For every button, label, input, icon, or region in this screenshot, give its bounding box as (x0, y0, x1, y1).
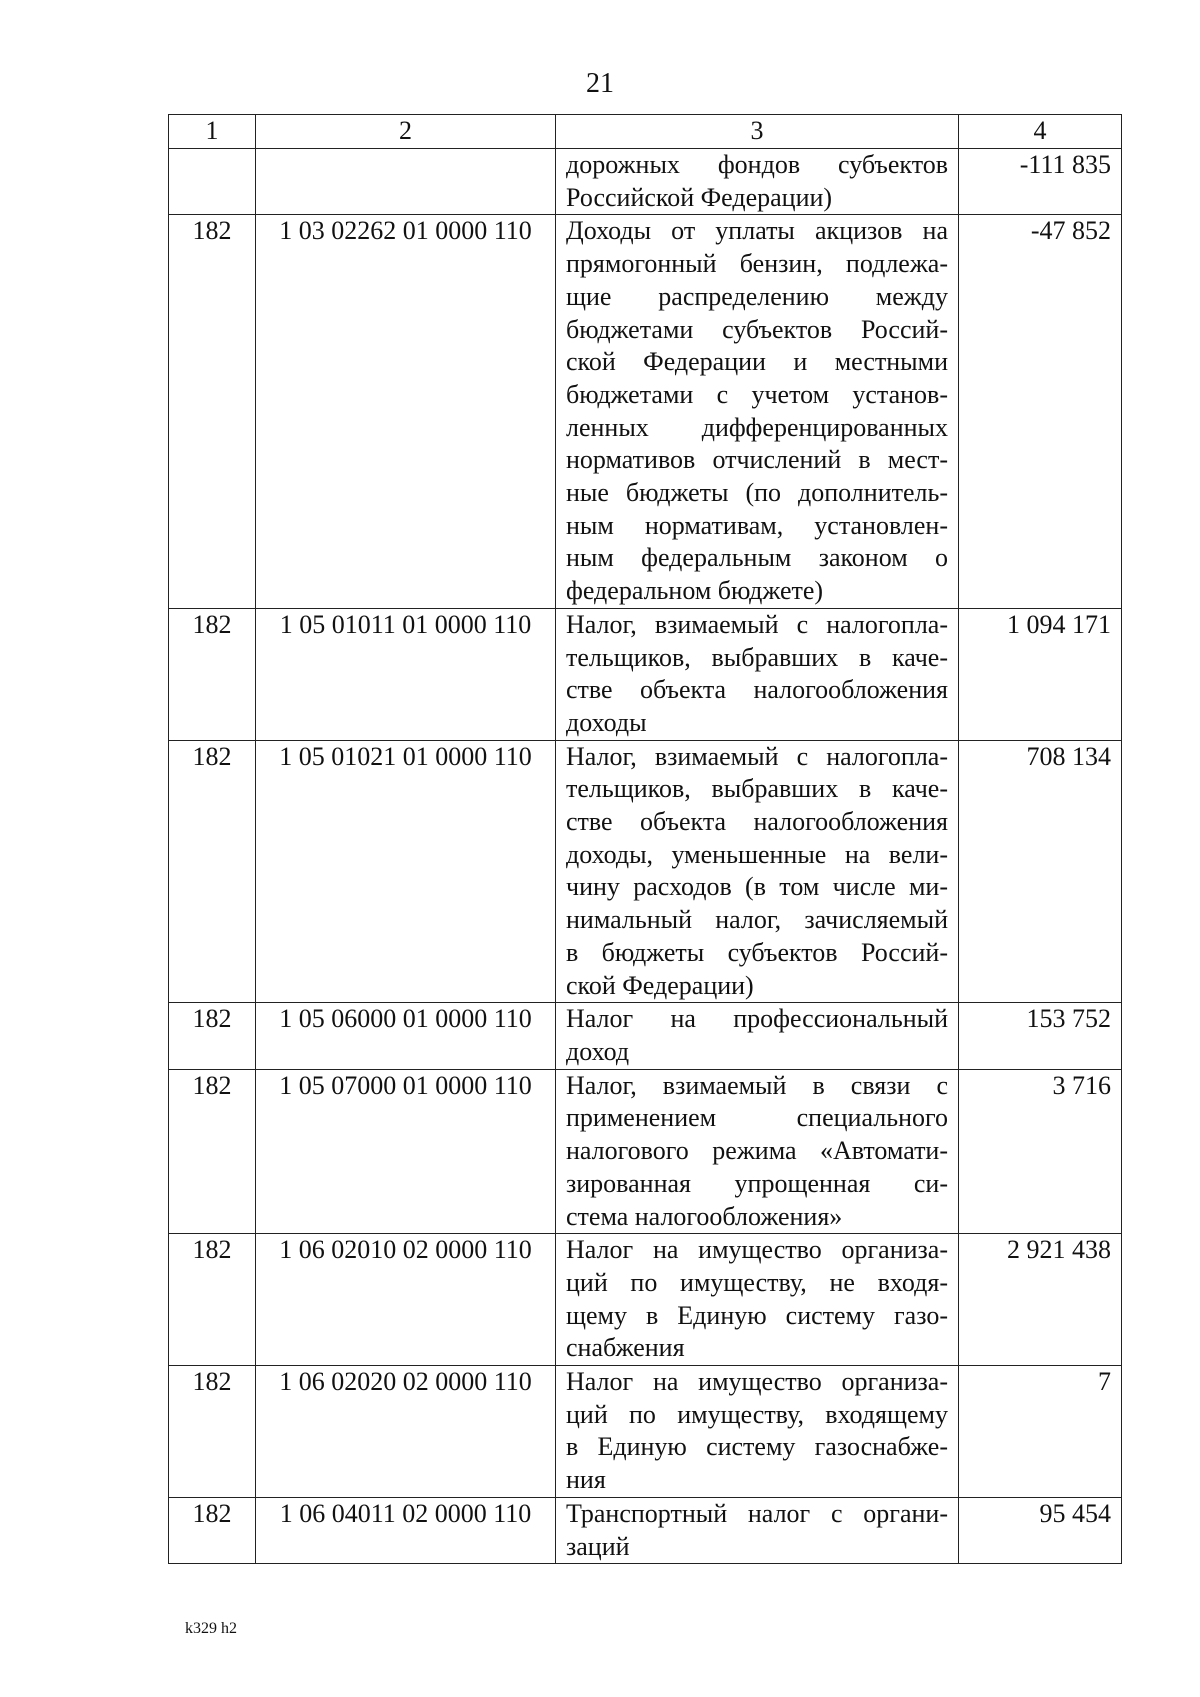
budget-revenue-table (168, 114, 1122, 1564)
revenue-description-cell (556, 1234, 959, 1366)
description-line: Налог, взимаемый с налогопла- (566, 741, 948, 771)
admin-code-cell: 182 (169, 1069, 256, 1234)
admin-code-cell: 182 (169, 1366, 256, 1498)
page-number: 21 (586, 68, 614, 99)
description-line: ций по имуществу, входящему (566, 1399, 948, 1429)
table-row (169, 215, 1122, 608)
revenue-description-cell (556, 1069, 959, 1234)
column-header: 1 (169, 115, 256, 149)
column-header: 3 (556, 115, 959, 149)
amount-cell: 7 (959, 1366, 1122, 1498)
column-header: 2 (256, 115, 556, 149)
budget-classification-code-cell: 1 05 01021 01 0000 110 (256, 740, 556, 1003)
amount-cell: 2 921 438 (959, 1234, 1122, 1366)
admin-code-cell: 182 (169, 608, 256, 740)
amount-cell: -111 835 (959, 149, 1122, 215)
table-row (169, 1234, 1122, 1366)
description-line: Налог, взимаемый с налогопла- (566, 609, 948, 639)
table-row (169, 1069, 1122, 1234)
description-line: дорожных фондов субъектов (566, 150, 948, 179)
description-line: щие распределению между (566, 281, 948, 311)
description-line: Налог на имущество организа- (566, 1367, 948, 1397)
description-line: налогового режима «Автомати- (566, 1136, 948, 1166)
description-line: заций (566, 1531, 630, 1561)
table-row (169, 1003, 1122, 1069)
amount-cell: 708 134 (959, 740, 1122, 1003)
description-line: бюджетами субъектов Россий- (566, 314, 948, 344)
description-line: нимальный налог, зачисляемый (566, 905, 948, 935)
revenue-description-cell (556, 740, 959, 1003)
description-line: бюджетами с учетом установ- (566, 379, 948, 409)
description-line: применением специального (566, 1103, 948, 1133)
budget-classification-code-cell: 1 05 06000 01 0000 110 (256, 1003, 556, 1069)
column-header: 4 (959, 115, 1122, 149)
description-line: стве объекта налогообложения (566, 807, 948, 837)
description-line: в Единую систему газоснабже- (566, 1432, 948, 1462)
admin-code-cell: 182 (169, 1497, 256, 1563)
description-line: ным нормативам, установлен- (566, 510, 948, 540)
description-line: доход (566, 1036, 630, 1066)
description-line: Налог, взимаемый в связи с (566, 1070, 948, 1100)
table-header-row (169, 115, 1122, 149)
amount-cell: 153 752 (959, 1003, 1122, 1069)
description-line: доходы, уменьшенные на вели- (566, 839, 948, 869)
description-line: Транспортный налог с органи- (566, 1498, 948, 1528)
description-line: ным федеральным законом о (566, 543, 948, 573)
revenue-description-cell (556, 215, 959, 608)
admin-code-cell: 182 (169, 1003, 256, 1069)
description-line: тельщиков, выбравших в каче- (566, 642, 948, 672)
table-row (169, 149, 1122, 215)
description-line: ные бюджеты (по дополнитель- (566, 478, 948, 508)
description-line: Налог на профессиональный (566, 1004, 948, 1034)
budget-classification-code-cell: 1 05 01011 01 0000 110 (256, 608, 556, 740)
description-line: стве объекта налогообложения (566, 675, 948, 705)
revenue-description-cell (556, 1497, 959, 1563)
description-line: зированная упрощенная си- (566, 1168, 948, 1198)
description-line: снабжения (566, 1333, 685, 1363)
amount-cell: -47 852 (959, 215, 1122, 608)
admin-code-cell (169, 149, 256, 215)
description-line: ций по имуществу, не входя- (566, 1267, 948, 1297)
admin-code-cell: 182 (169, 215, 256, 608)
description-line: в бюджеты субъектов Россий- (566, 937, 948, 967)
revenue-description-cell (556, 1003, 959, 1069)
description-line: прямогонный бензин, подлежа- (566, 249, 948, 279)
description-line: Налог на имущество организа- (566, 1235, 948, 1265)
budget-classification-code-cell: 1 06 02010 02 0000 110 (256, 1234, 556, 1366)
description-line: тельщиков, выбравших в каче- (566, 774, 948, 804)
revenue-description-cell (556, 1366, 959, 1498)
description-line: нормативов отчислений в мест- (566, 445, 948, 475)
budget-classification-code-cell (256, 149, 556, 215)
budget-classification-code-cell: 1 06 04011 02 0000 110 (256, 1497, 556, 1563)
table-row (169, 1497, 1122, 1563)
description-line: ской Федерации и местными (566, 347, 948, 377)
table-row (169, 740, 1122, 1003)
admin-code-cell: 182 (169, 1234, 256, 1366)
description-line: ния (566, 1465, 606, 1495)
amount-cell: 95 454 (959, 1497, 1122, 1563)
budget-classification-code-cell: 1 05 07000 01 0000 110 (256, 1069, 556, 1234)
description-line: ленных дифференцированных (566, 412, 948, 442)
admin-code-cell: 182 (169, 740, 256, 1003)
revenue-description-cell (556, 608, 959, 740)
amount-cell: 1 094 171 (959, 608, 1122, 740)
table-body (169, 149, 1122, 1564)
description-line: доходы (566, 707, 647, 737)
document-code: k329 h2 (185, 1620, 237, 1637)
description-line: Доходы от уплаты акцизов на (566, 216, 948, 246)
table-row (169, 1366, 1122, 1498)
revenue-description-cell (556, 149, 959, 215)
description-line: Российской Федерации) (566, 182, 833, 212)
description-line: стема налогообложения» (566, 1201, 843, 1231)
description-line: щему в Единую систему газо- (566, 1300, 948, 1330)
table-row (169, 608, 1122, 740)
budget-classification-code-cell: 1 06 02020 02 0000 110 (256, 1366, 556, 1498)
budget-classification-code-cell: 1 03 02262 01 0000 110 (256, 215, 556, 608)
description-line: ской Федерации) (566, 970, 754, 1000)
amount-cell: 3 716 (959, 1069, 1122, 1234)
description-line: чину расходов (в том числе ми- (566, 872, 948, 902)
description-line: федеральном бюджете) (566, 576, 824, 606)
